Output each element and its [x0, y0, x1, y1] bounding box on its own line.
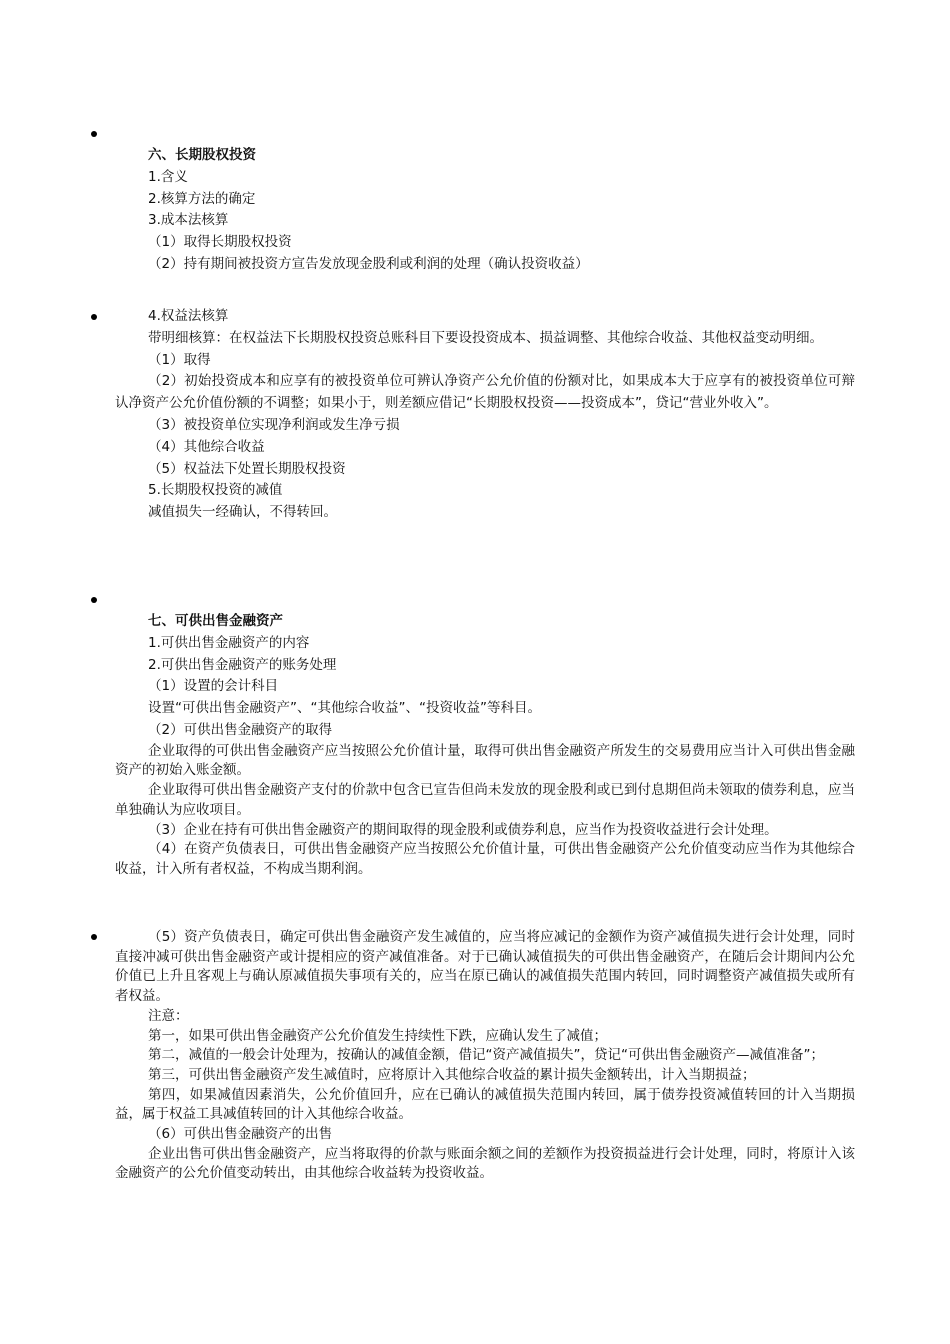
list-item: （2）持有期间被投资方宣告发放现金股利或利润的处理（确认投资收益）: [148, 255, 589, 272]
list-item: （3）被投资单位实现净利润或发生净亏损: [148, 416, 400, 433]
paragraph: 企业取得的可供出售金融资产应当按照公允价值计量，取得可供出售金融资产所发生的交易费用应当计入可供出售金融资产的初始入账金额。: [115, 742, 855, 779]
paragraph: （5）资产负债表日，确定可供出售金融资产发生减值的，应当将应减记的金额作为资产减值损失进行会计处理，同时直接冲减可供出售金融资产或计提相应的资产减值准备。对于已确认减值损失的可供出售金融资产，在随后会计期间内公允价值已上升且客观上与确认原减值损失事项有关的，应当在原已确认的减值损失范围内转回，同时调整资产减值损失或所有者权益。: [115, 929, 855, 1005]
paragraph: 设置“可供出售金融资产”、“其他综合收益”、“投资收益”等科目。: [148, 700, 541, 717]
paragraph: （4）在资产负债表日，可供出售金融资产应当按照公允价值计量，可供出售金融资产公允价值变动应当作为其他综合收益，计入所有者权益，不构成当期利润。: [115, 841, 855, 877]
section-six-equity-method: [115, 306, 855, 524]
paragraph: 第一，如果可供出售金融资产公允价值发生持续性下跌，应确认发生了减值；: [148, 1027, 607, 1044]
bullet-marker: [91, 131, 97, 137]
list-item: 3.成本法核算: [148, 212, 229, 229]
paragraph: 带明细核算：在权益法下长期股权投资总账科目下要设投资成本、损益调整、其他综合收益、其他权益变动明细。: [148, 329, 823, 346]
paragraph: （2）初始投资成本和应享有的被投资单位可辨认净资产公允价值的份额对比，如果成本大于应享有的被投资单位可辩认净资产公允价值份额的不调整；如果小于，则差额应借记“长期股权投资——投资成本”，贷记“营业外收入”。: [115, 373, 855, 412]
list-item: 1.可供出售金融资产的内容: [148, 634, 310, 651]
bullet-marker: [91, 314, 97, 320]
paragraph: 第四，如果减值因素消失，公允价值回升，应在已确认的减值损失范围内转回，属于债券投资减值转回的计入当期损益，属于权益工具减值转回的计入其他综合收益。: [115, 1086, 855, 1123]
paragraph: 企业取得可供出售金融资产支付的价款中包含已宣告但尚未发放的现金股利或已到付息期但尚未领取的债券利息，应当单独确认为应收项目。: [115, 782, 855, 818]
bullet-marker: [91, 934, 97, 940]
list-item: （1）设置的会计科目: [148, 678, 279, 695]
paragraph: 第三，可供出售金融资产发生减值时，应将原计入其他综合收益的累计损失金额转出，计入当期损益；: [148, 1066, 756, 1083]
list-item: 2.可供出售金融资产的账务处理: [148, 656, 337, 673]
section-seven-title: 七、可供出售金融资产: [148, 613, 283, 629]
note-label: 注意：: [148, 1007, 189, 1024]
list-item: （2）可供出售金融资产的取得: [148, 721, 333, 738]
list-item: （6）可供出售金融资产的出售: [148, 1126, 333, 1143]
list-item: （5）权益法下处置长期股权投资: [148, 460, 346, 477]
section-six: [115, 145, 855, 276]
paragraph: 企业出售可供出售金融资产，应当将取得的价款与账面余额之间的差额作为投资损益进行会计处理，同时，将原计入该金融资产的公允价值变动转出，由其他综合收益转为投资收益。: [115, 1145, 855, 1182]
section-six-title: 六、长期股权投资: [148, 147, 256, 163]
list-item: （1）取得长期股权投资: [148, 234, 292, 251]
impairment-heading: 5.长期股权投资的减值: [148, 482, 283, 499]
paragraph: （3）企业在持有可供出售金融资产的期间取得的现金股利或债券利息，应当作为投资收益进行会计处理。: [148, 821, 778, 838]
list-item: （4）其他综合收益: [148, 438, 265, 455]
list-item: 1.含义: [148, 168, 188, 185]
bullet-marker: [91, 597, 97, 603]
list-item: 2.核算方法的确定: [148, 190, 256, 207]
list-item: （1）取得: [148, 351, 211, 368]
paragraph: 减值损失一经确认，不得转回。: [148, 504, 337, 521]
equity-method-heading: 4.权益法核算: [148, 308, 229, 324]
section-seven: [115, 611, 855, 880]
section-seven-impairment: [115, 928, 855, 1184]
paragraph: 第二，减值的一般会计处理为，按确认的减值金额，借记“资产减值损失”，贷记“可供出售金融资产—减值准备”；: [148, 1047, 824, 1064]
